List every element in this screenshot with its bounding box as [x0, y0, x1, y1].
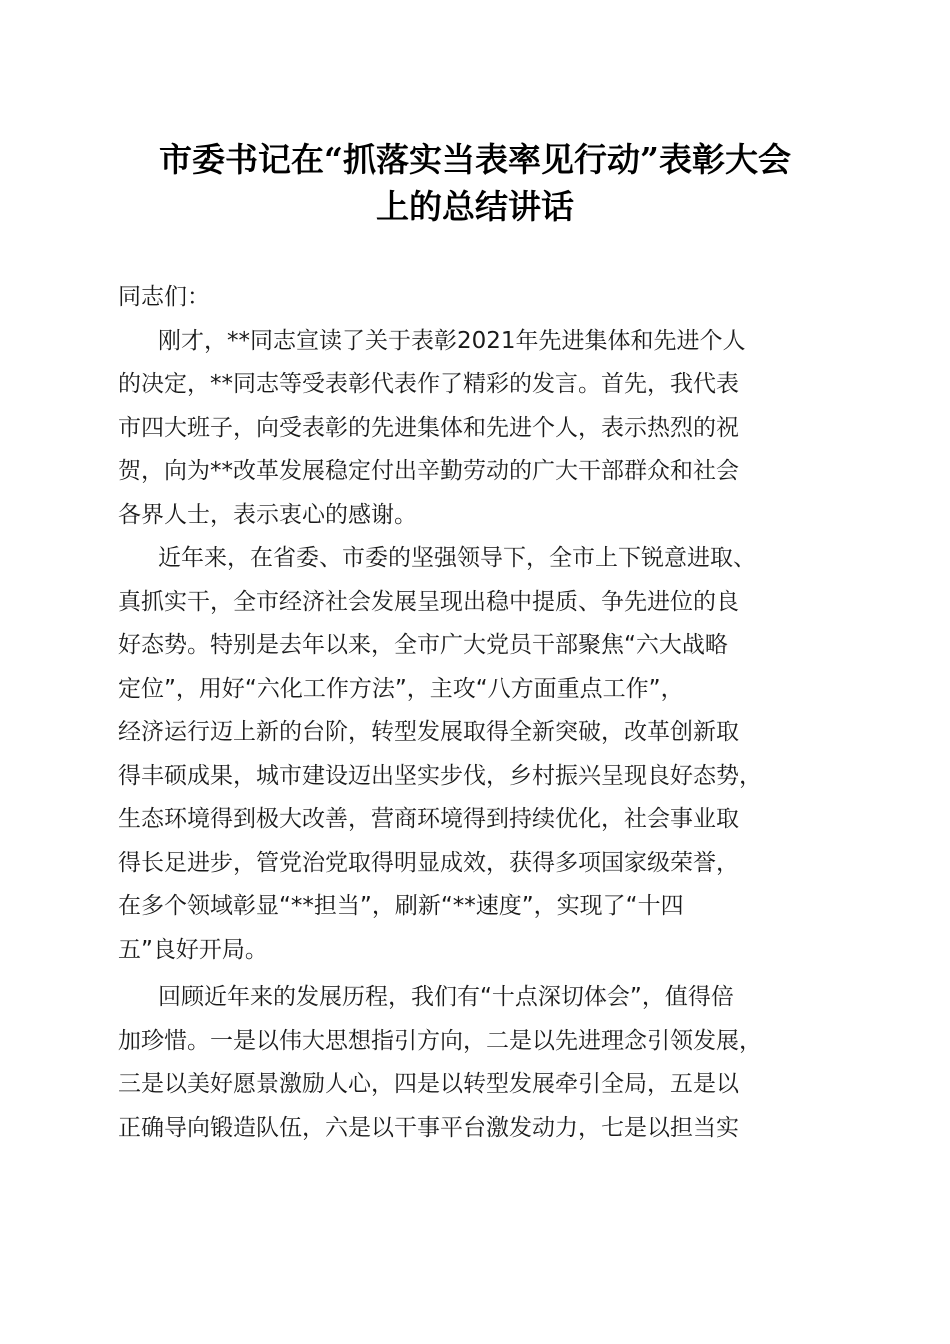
paragraph-line: 经济运行迈上新的台阶，转型发展取得全新突破，改革创新取	[118, 719, 739, 745]
paragraph-line: 五”良好开局。	[118, 936, 268, 963]
paragraph-line: 正确导向锻造队伍，六是以干事平台激发动力，七是以担当实	[118, 1114, 739, 1141]
paragraph-line: 回顾近年来的发展历程，我们有“十点深切体会”，值得倍	[158, 984, 734, 1010]
paragraph-line: 各界人士，表示衷心的感谢。	[118, 501, 417, 528]
paragraph-line: 市四大班子，向受表彰的先进集体和先进个人，表示热烈的祝	[118, 414, 739, 441]
paragraph-line: 得丰硕成果，城市建设迈出坚实步伐，乡村振兴呈现良好态势，	[118, 762, 762, 789]
paragraph-line: 好态势。特别是去年以来，全市广大党员干部聚焦“六大战略	[118, 632, 728, 658]
paragraph-2	[118, 537, 838, 972]
paragraph-line: 在多个领域彰显“**担当”，刷新“**速度”，实现了“十四	[118, 893, 684, 919]
document-title	[100, 136, 850, 230]
paragraph-line: 加珍惜。一是以伟大思想指引方向，二是以先进理念引领发展，	[118, 1027, 762, 1054]
paragraph-line: 的决定，**同志等受表彰代表作了精彩的发言。首先，我代表	[118, 371, 739, 397]
paragraph-line: 三是以美好愿景激励人心，四是以转型发展牵引全局，五是以	[118, 1071, 739, 1097]
paragraph-line: 刚才，**同志宣读了关于表彰2021年先进集体和先进个人	[158, 327, 746, 354]
paragraph-1	[118, 320, 838, 538]
paragraph-line: 定位”，用好“六化工作方法”，主攻“八方面重点工作”，	[118, 675, 684, 702]
paragraph-line: 近年来，在省委、市委的坚强领导下，全市上下锐意进取、	[158, 545, 756, 571]
title-line-2: 上的总结讲话	[376, 187, 574, 226]
paragraph-line: 得长足进步，管党治党取得明显成效，获得多项国家级荣誉，	[118, 849, 739, 876]
title-line-1: 市委书记在“抓落实当表率见行动”表彰大会	[159, 140, 791, 179]
document-body	[118, 276, 838, 1150]
paragraph-3	[118, 976, 838, 1150]
salutation: 同志们：	[118, 284, 210, 310]
paragraph-line: 贺，向为**改革发展稳定付出辛勤劳动的广大干部群众和社会	[118, 458, 739, 484]
paragraph-line: 生态环境得到极大改善，营商环境得到持续优化，社会事业取	[118, 806, 739, 832]
paragraph-line: 真抓实干，全市经济社会发展呈现出稳中提质、争先进位的良	[118, 588, 739, 615]
